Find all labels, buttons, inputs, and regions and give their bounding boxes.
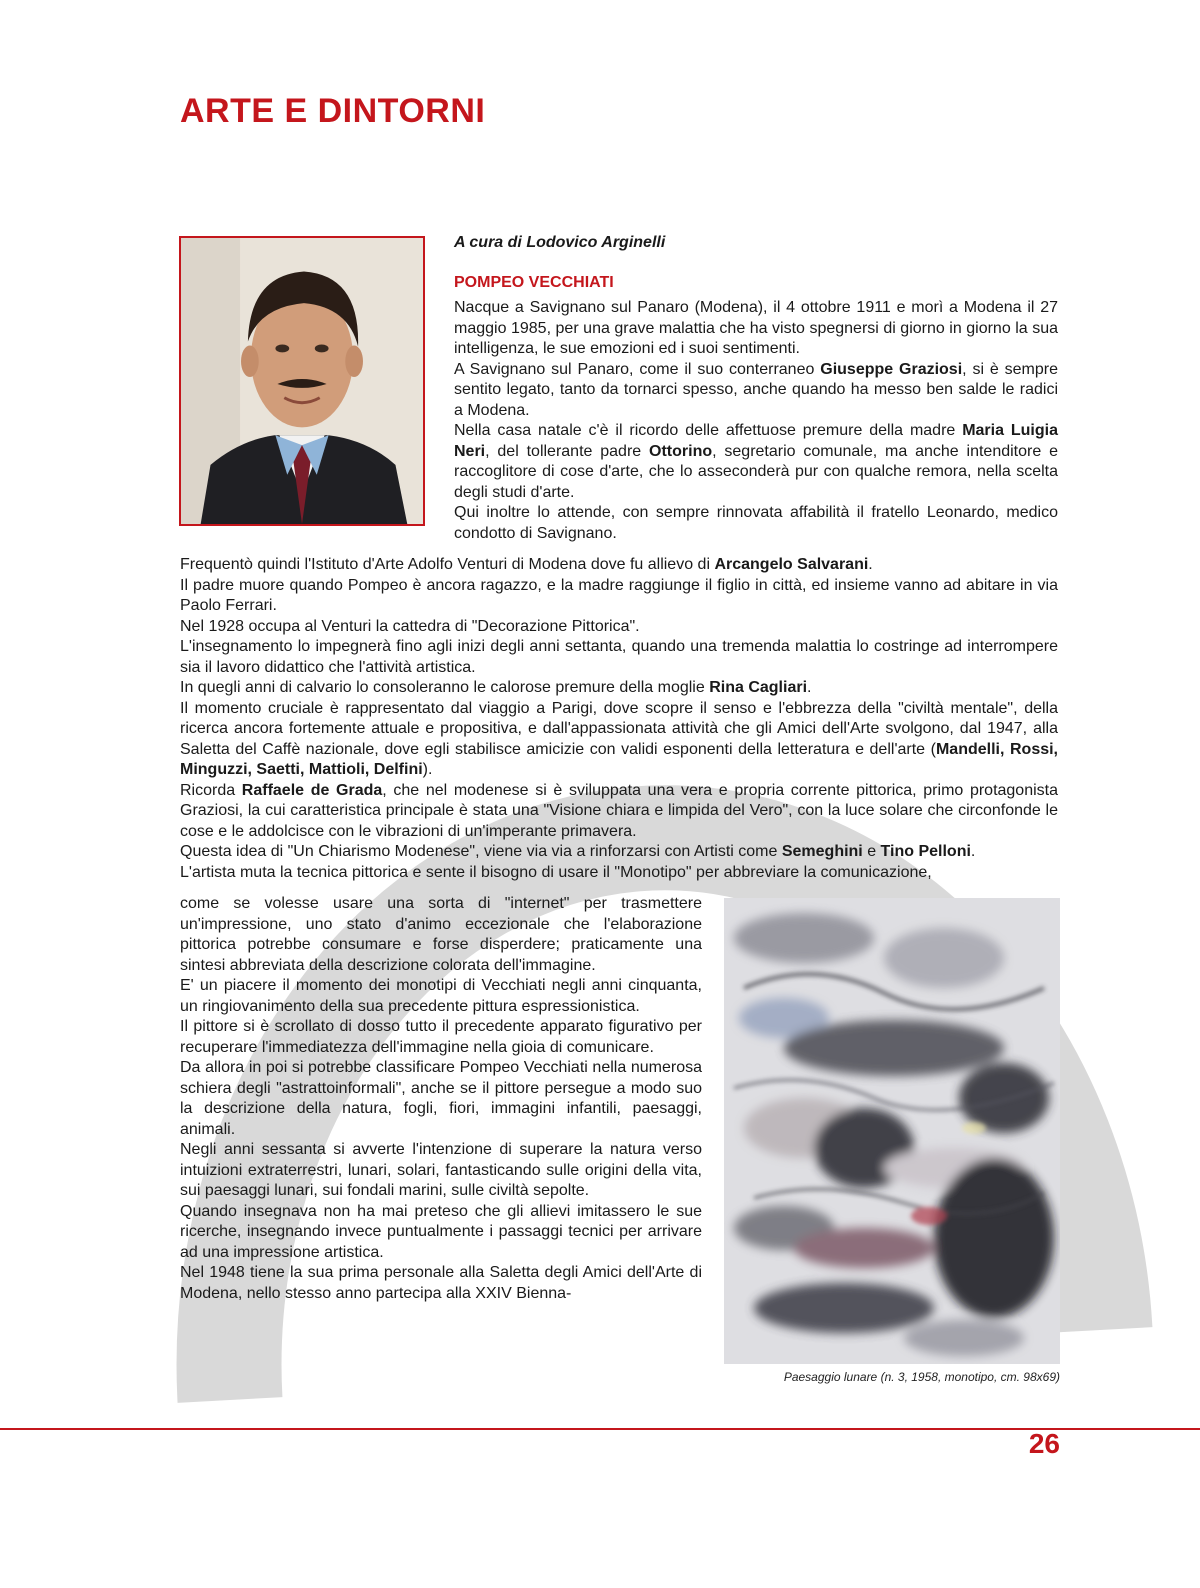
bold-name: Maria Luigia Neri (454, 422, 1058, 460)
text-run: In quegli anni di calvario lo consoleranno le calorose premure della moglie (180, 679, 710, 696)
section-title: ARTE E DINTORNI (180, 92, 486, 130)
author-portrait-photo (179, 236, 425, 526)
text-run: Da allora in poi si potrebbe classificare Pompeo Vecchiati nella numerosa schiera degli "astrattoinformali", anche se il pittore persegue a modo suo la descrizione della natura, fogli, fiori, immagini infantili, paesaggi, animali. (180, 1059, 702, 1138)
article-paragraph (180, 1017, 702, 1058)
text-run: Il padre muore quando Pompeo è ancora ragazzo, e la madre raggiunge il figlio in città, ed insieme vanno ad abitare in via Paolo Ferrari. (180, 576, 1058, 614)
article-paragraph (180, 1140, 702, 1202)
text-run: Il pittore si è scrollato di dosso tutto il precedente apparato figurativo per recuperare l'immediatezza dell'immagine nella gioia di comunicare. (180, 1018, 702, 1056)
text-run: , del tollerante padre (485, 442, 650, 460)
painting-caption: Paesaggio lunare (n. 3, 1958, monotipo, cm. 98x69) (783, 1370, 1060, 1384)
article-paragraph (180, 842, 1058, 863)
text-run: L'insegnamento lo impegnerà fino agli inizi degli anni settanta, quando una tremenda malattia lo costringe ad interrompere sia il lavoro didattico che l'attività artistica. (180, 638, 1058, 676)
text-run: , si è sempre sentito legato, tanto da tornarci spesso, anche quando ha messo ben salde le radici a Modena. (454, 360, 1059, 419)
article-text-bottom-column (180, 894, 702, 1304)
article-paragraph (180, 576, 1058, 617)
text-run: Qui inoltre lo attende, con sempre rinnovata affabilità il fratello Leonardo, medico condotto di Savignano. (454, 504, 1058, 542)
text-run: Nel 1928 occupa al Venturi la cattedra di "Decorazione Pittorica". (180, 617, 640, 635)
bold-name: Rina Cagliari (709, 679, 808, 696)
text-run: Quando insegnava non ha mai preteso che gli allievi imitassero le sue ricerche, insegnando invece puntualmente i passaggi tecnici per arrivare ad una impressione artistica. (180, 1202, 702, 1261)
text-run: come se volesse usare una sorta di "internet" per trasmettere un'impressione, uno stato d'animo eccezionale che l'elaborazione pittorica potrebbe consumare e forse disperdere; praticamente una sintesi abbreviata della descrizione colorata dell'immagine. (180, 895, 702, 974)
article-paragraph (180, 699, 1058, 781)
text-run: Nella casa natale c'è il ricordo delle affettuose premure della madre (454, 422, 963, 439)
text-run: , che nel modenese si è sviluppata una vera e propria corrente pittorica, primo protagonista Graziosi, la cui caratteristica principale è stata una "Visione chiara e limpida del Vero", con la luce solare che circonfonde le cose e le addolcisce con le vibrazioni di un'imperante primavera. (180, 781, 1059, 840)
article-text-full-width (180, 555, 1058, 883)
article-paragraph (180, 637, 1058, 678)
text-run: . (868, 556, 873, 573)
bold-name: Tino Pelloni (880, 843, 971, 860)
article-paragraph (180, 894, 702, 976)
text-run: Negli anni sessanta si avverte l'intenzione di superare la natura verso intuizioni extraterrestri, lunari, solari, fantasticando sulle origini della vita, sui paesaggi lunari, sui fondali marini, sulle civiltà sepolte. (180, 1141, 702, 1199)
article-text-top-column (454, 298, 1058, 544)
text-run: Ricorda (180, 781, 242, 799)
article-paragraph (180, 1263, 702, 1304)
bold-name: Arcangelo Salvarani (714, 556, 869, 573)
footer-rule (0, 1428, 1200, 1430)
text-run: L'artista muta la tecnica pittorica e sente il bisogno di usare il "Monotipo" per abbreviare la comunicazione, (180, 863, 932, 881)
bold-name: Ottorino (649, 442, 713, 460)
text-run: Nel 1948 tiene la sua prima personale alla Saletta degli Amici dell'Arte di Modena, nello stesso anno partecipa alla XXIV Bienna- (180, 1264, 702, 1302)
article-paragraph (180, 863, 1058, 884)
text-run: e (862, 843, 881, 860)
bold-name: Mandelli, Rossi, Minguzzi, Saetti, Mattioli, Delfini (180, 740, 1059, 778)
article-paragraph (180, 1202, 702, 1264)
page-number: 26 (1028, 1428, 1060, 1459)
text-run: . (970, 843, 976, 860)
bold-name: Semeghini (781, 843, 863, 860)
bold-name: Giuseppe Graziosi (820, 360, 963, 378)
text-run: Il momento cruciale è rappresentato dal viaggio a Parigi, dove scopre il senso e l'ebbrezza della "civiltà mentale", della ricerca ancora fortemente attuale e propositiva, e dall'appassionata attività che gli Amici dell'Arte svolgono, dal 1947, alla Saletta del Caffè nazionale, dove egli stabilisce amicizie con validi esponenti della letteratura e dell'arte ( (180, 699, 1058, 758)
bold-name: Raffaele de Grada (241, 781, 383, 799)
text-run: A Savignano sul Panaro, come il suo conterraneo (454, 360, 821, 378)
article-paragraph (180, 976, 702, 1017)
article-paragraph (454, 503, 1058, 544)
text-run: Frequentò quindi l'Istituto d'Arte Adolfo Venturi di Modena dove fu allievo di (180, 556, 715, 573)
painting-image (724, 898, 1060, 1364)
article-paragraph (454, 421, 1058, 503)
article-title: POMPEO VECCHIATI (454, 274, 614, 291)
article-paragraph (180, 781, 1058, 843)
text-run: ). (422, 761, 433, 778)
curator-credit: A cura di Lodovico Arginelli (454, 234, 666, 251)
article-paragraph (180, 555, 1058, 576)
article-paragraph (180, 678, 1058, 699)
article-paragraph (454, 360, 1058, 422)
article-paragraph (454, 298, 1058, 360)
article-paragraph (180, 1058, 702, 1140)
text-run: Questa idea di "Un Chiarismo Modenese", viene via via a rinforzarsi con Artisti come (180, 843, 782, 860)
text-run: Nacque a Savignano sul Panaro (Modena), il 4 ottobre 1911 e morì a Modena il 27 maggio 1985, per una grave malattia che ha visto spegnersi di giorno in giorno la sua intelligenza, le sue emozioni ed i suoi sentimenti. (454, 299, 1058, 357)
text-run: . (807, 679, 812, 696)
article-paragraph (180, 617, 1058, 638)
text-run: , segretario comunale, ma anche intenditore e raccoglitore di cose d'arte, che lo asseconderà pur con qualche remora, nella scelta degli studi d'arte. (454, 442, 1058, 501)
text-run: E' un piacere il momento dei monotipi di Vecchiati negli anni cinquanta, un ringiovanimento della sua precedente pittura espressionistica. (180, 977, 702, 1015)
